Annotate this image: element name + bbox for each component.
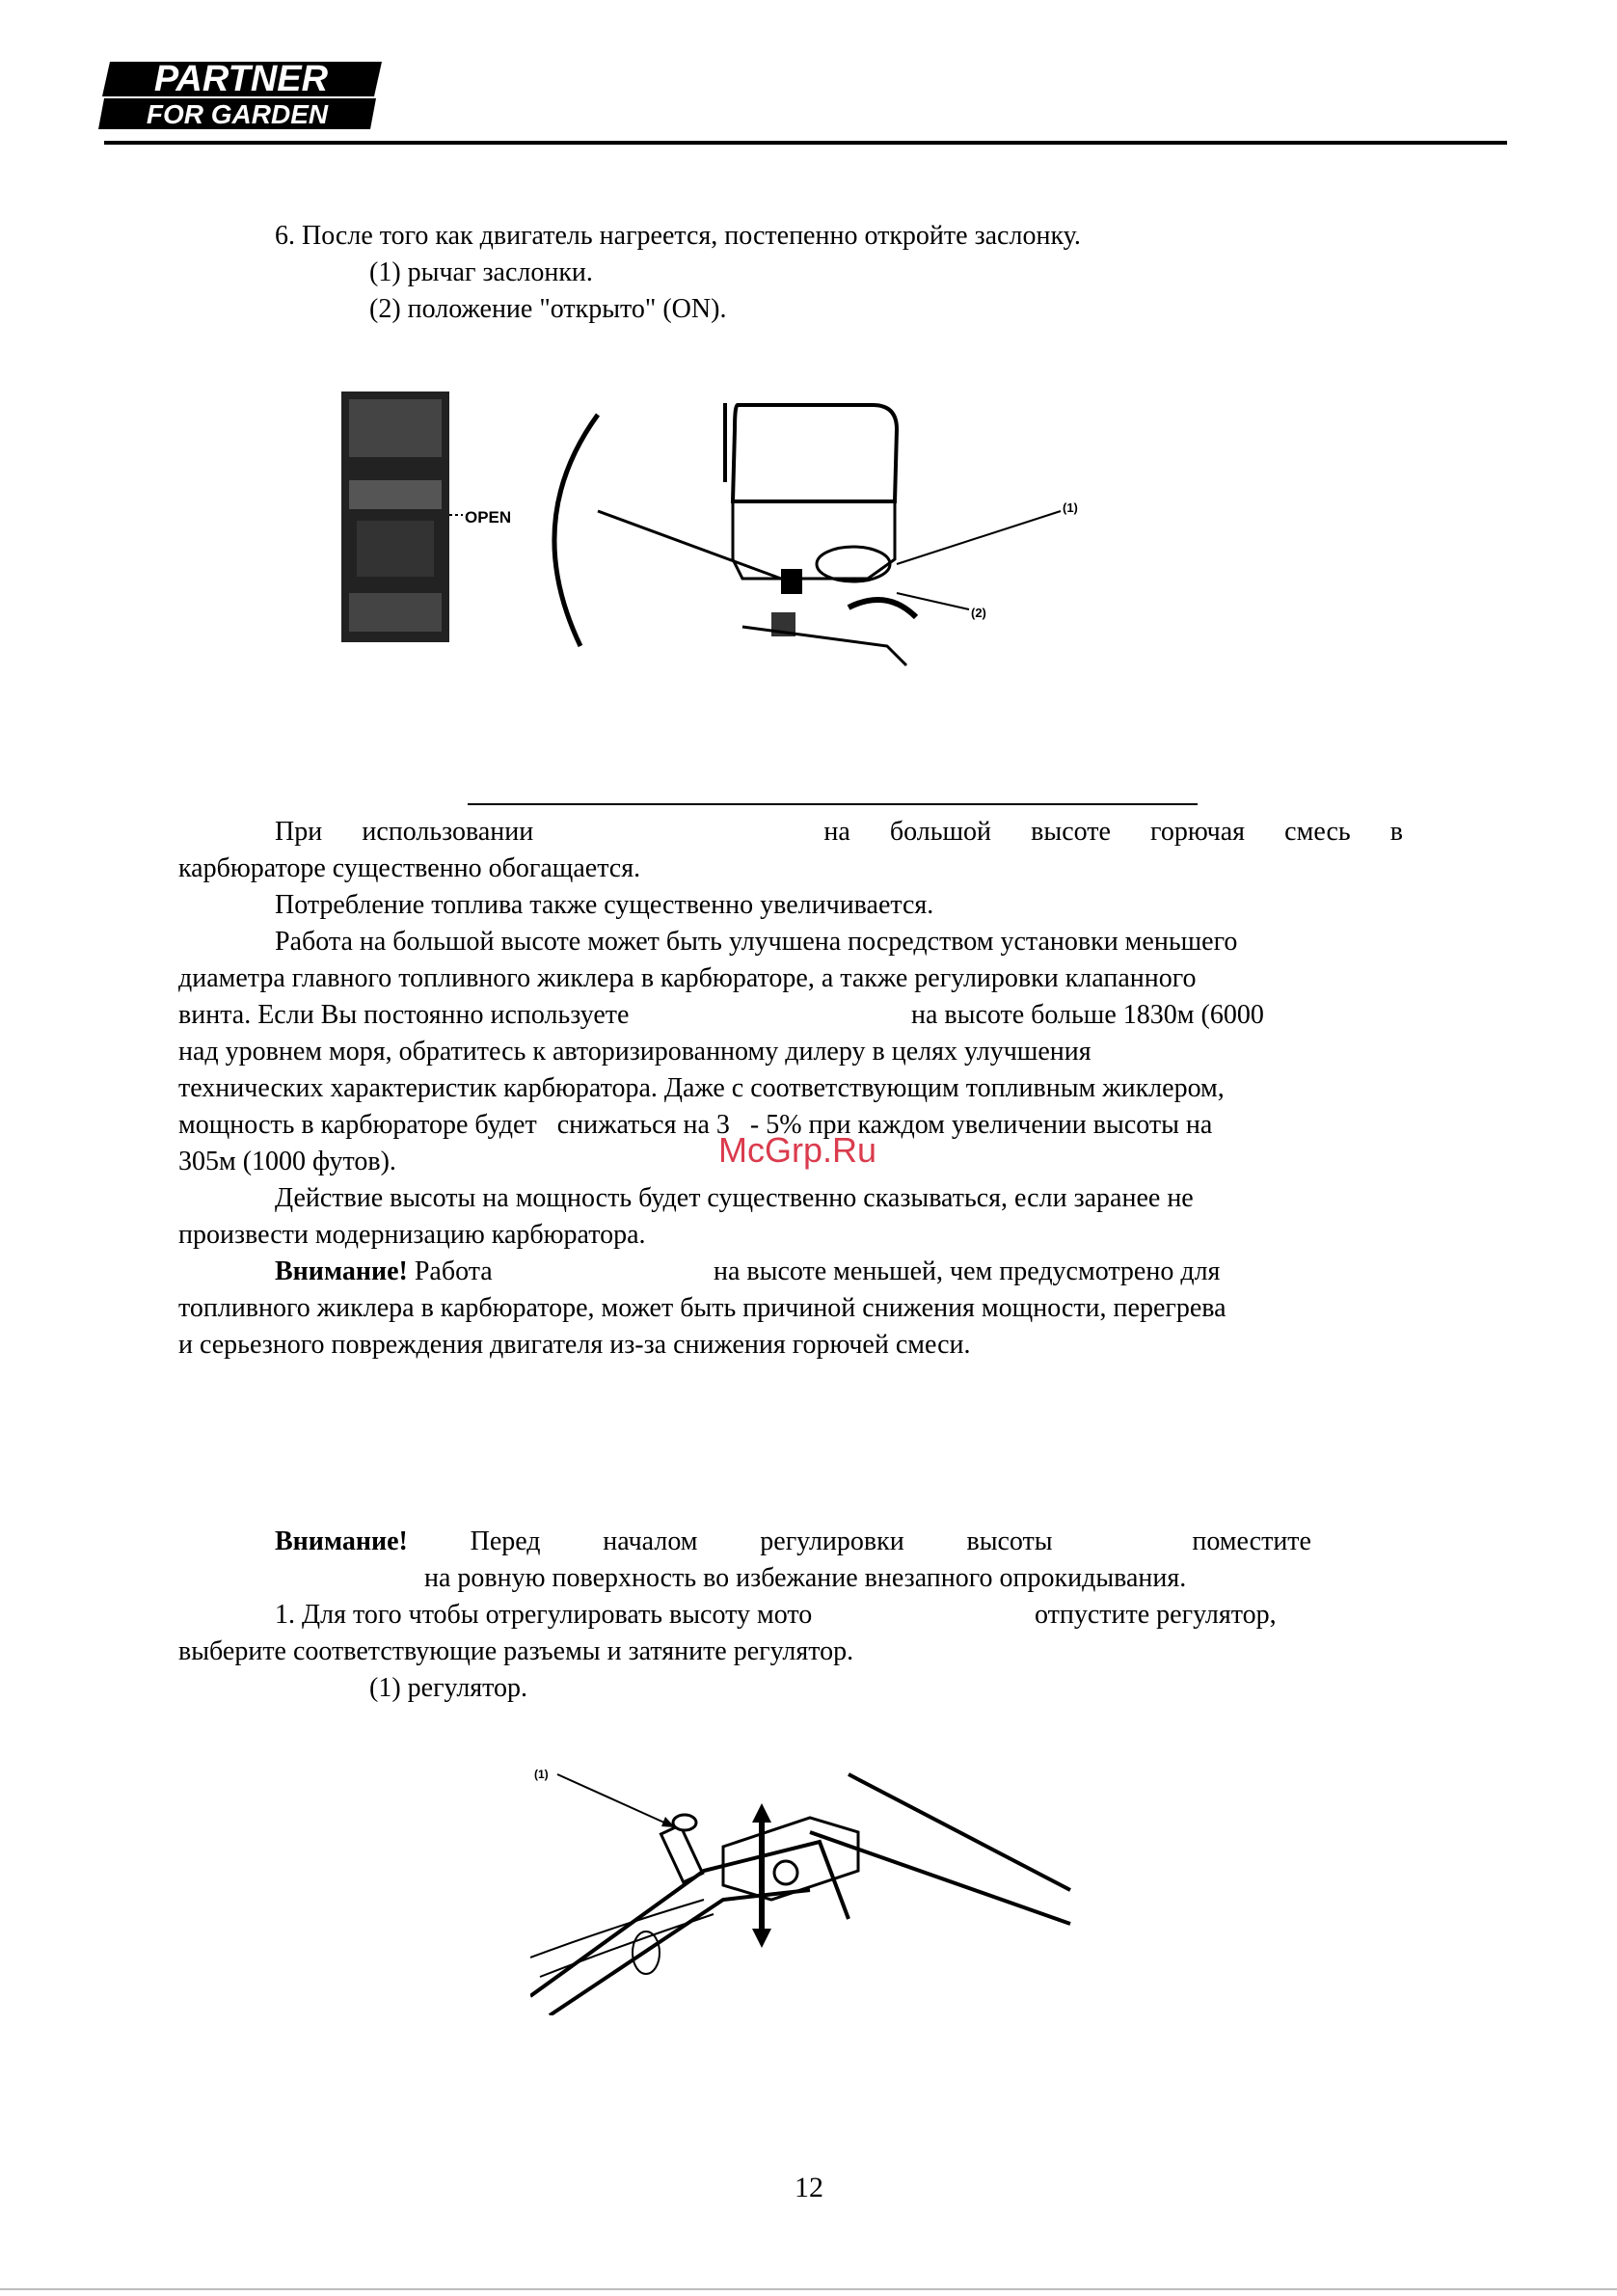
altitude-p1-line2: карбюраторе существенно обогащается. <box>178 853 641 883</box>
height-item1: (1) регулятор. <box>369 1673 528 1703</box>
word: в <box>1389 817 1403 847</box>
step6-item2: (2) положение "открыто" (ON). <box>369 294 727 324</box>
height-warning-line2: на ровную поверхность во избежание внезапного опрокидывания. <box>424 1563 1187 1593</box>
word: смесь <box>1284 817 1351 847</box>
altitude-warning-line3: и серьезного повреждения двигателя из-за снижения горючей смеси. <box>178 1330 971 1360</box>
altitude-p3-line1: Работа на большой высоте может быть улучшена посредством установки меньшего <box>275 927 1238 957</box>
step6-item1: (1) рычаг заслонки. <box>369 257 593 287</box>
altitude-p3-line6: мощность в карбюраторе будет снижаться на 3 - 5% при каждом увеличении высоты на <box>178 1110 1213 1140</box>
brand-line2: FOR GARDEN <box>146 99 329 129</box>
word: использовании <box>362 817 534 847</box>
word: большой <box>889 817 992 847</box>
height-step1-b: отпустите регулятор, <box>1035 1600 1277 1630</box>
label-1: (1) <box>1063 500 1078 515</box>
altitude-p1-line1 <box>275 815 1403 850</box>
word: горючая <box>1150 817 1246 847</box>
word: высоте <box>1031 817 1111 847</box>
height-warning-line1 <box>275 1525 1311 1559</box>
word: Перед <box>470 1526 541 1556</box>
altitude-p3-line5: технических характеристик карбюратора. Даже с соответствующим топливным жиклером, <box>178 1073 1225 1103</box>
height-step1-a: 1. Для того чтобы отрегулировать высоту мото <box>275 1600 813 1630</box>
section-rule <box>468 803 1198 805</box>
header-rule <box>104 141 1507 145</box>
altitude-warning-line2: топливного жиклера в карбюраторе, может быть причиной снижения мощности, перегрева <box>178 1293 1226 1323</box>
altitude-p3-line3a: винта. Если Вы постоянно используете <box>178 1000 630 1030</box>
height-step1-line2: выберите соответствующие разъемы и затяните регулятор. <box>178 1636 854 1666</box>
label-2: (2) <box>971 606 986 620</box>
figure-adjuster-illustration <box>530 1755 1080 2015</box>
warning-label: Внимание! <box>275 1256 408 1286</box>
footer-rule <box>0 2288 1617 2290</box>
word: высоты <box>966 1526 1053 1556</box>
zoom-arc <box>554 415 598 646</box>
engine-housing <box>733 405 897 501</box>
step6-heading: 6. После того как двигатель нагреется, постепенно откройте заслонку. <box>275 221 1081 251</box>
altitude-warning-line1b: на высоте меньшей, чем предусмотрено для <box>714 1256 1221 1286</box>
word: на <box>823 817 850 847</box>
word: поместите <box>1192 1526 1311 1556</box>
altitude-p4-line2: произвести модернизацию карбюратора. <box>178 1220 646 1250</box>
word: началом <box>603 1526 698 1556</box>
page-number: 12 <box>795 2172 823 2203</box>
figure-choke-illustration <box>328 386 1099 704</box>
brand-line1: PARTNER <box>153 59 329 99</box>
word: При <box>275 817 323 847</box>
watermark: McGrp.Ru <box>718 1130 877 1170</box>
altitude-p3-line2: диаметра главного топливного жиклера в карбюраторе, а также регулировки клапанного <box>178 963 1197 993</box>
altitude-p4-line1: Действие высоты на мощность будет существенно сказываться, если заранее не <box>275 1183 1194 1213</box>
brand-logo-graphic <box>96 58 386 133</box>
open-label: OPEN <box>465 508 512 527</box>
altitude-p3-line3b: на высоте больше 1830м (6000 <box>911 1000 1264 1030</box>
adjuster-label-1: (1) <box>534 1768 549 1781</box>
altitude-p3-line4: над уровнем моря, обратитесь к авторизированному дилеру в целях улучшения <box>178 1037 1091 1067</box>
warning-label: Внимание! <box>275 1526 408 1556</box>
altitude-p2: Потребление топлива также существенно увеличивается. <box>275 890 934 920</box>
word: Работа <box>414 1256 493 1286</box>
altitude-warning-line1 <box>275 1255 493 1289</box>
brand-logo <box>96 58 386 133</box>
word: регулировки <box>760 1526 904 1556</box>
altitude-p3-line7: 305м (1000 футов). <box>178 1147 396 1176</box>
